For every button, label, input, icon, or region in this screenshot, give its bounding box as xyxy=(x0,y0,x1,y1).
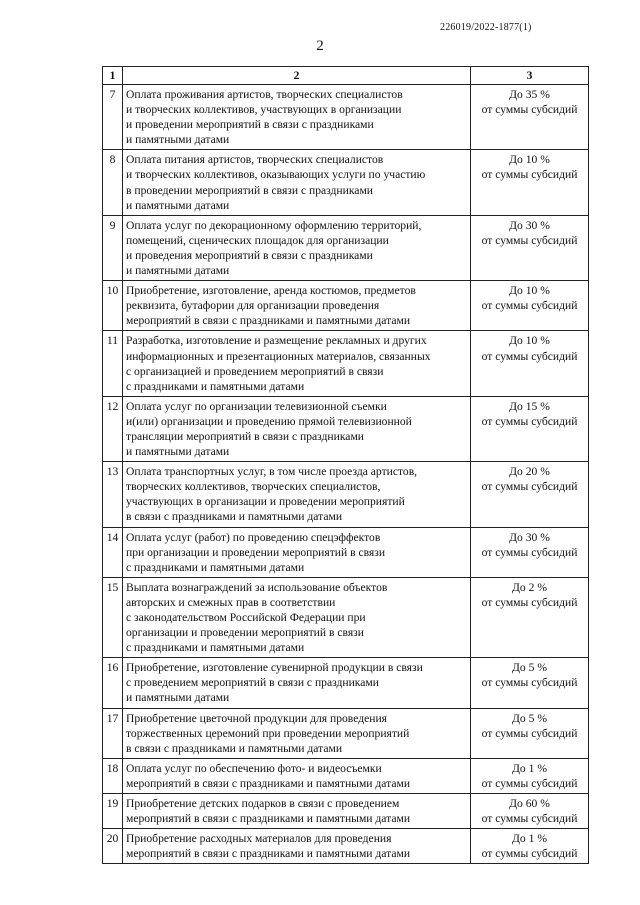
row-number: 19 xyxy=(103,794,123,829)
share-base: от суммы субсидий xyxy=(481,168,578,182)
share-base: от суммы субсидий xyxy=(481,726,578,740)
share-base: от суммы субсидий xyxy=(481,480,578,494)
share-limit: До 15 % xyxy=(509,399,550,413)
share-base: от суммы субсидий xyxy=(481,233,578,247)
share-base: от суммы субсидий xyxy=(481,545,578,559)
share-cell xyxy=(471,658,589,708)
share-cell xyxy=(471,281,589,331)
row-number: 12 xyxy=(103,396,123,461)
share-base: от суммы субсидий xyxy=(481,299,578,313)
table-row xyxy=(103,527,589,577)
table-row xyxy=(103,758,589,793)
expense-description: Оплата транспортных услуг, в том числе проезда артистов, творческих коллективов, творческих специалистов, участвующих в организации и проведении мероприятий в связи с праздниками и памятными датами xyxy=(123,462,471,527)
row-number: 15 xyxy=(103,577,123,657)
share-base: от суммы субсидий xyxy=(481,676,578,690)
row-number: 17 xyxy=(103,708,123,758)
expense-description: Оплата питания артистов, творческих специалистов и творческих коллективов, оказывающих услуги по участию в проведении мероприятий в связи с праздниками и памятными датами xyxy=(123,150,471,215)
share-limit: До 60 % xyxy=(509,797,550,811)
share-cell xyxy=(471,708,589,758)
share-cell xyxy=(471,758,589,793)
expense-table xyxy=(102,66,589,864)
share-cell xyxy=(471,577,589,657)
share-limit: До 10 % xyxy=(509,153,550,167)
share-cell xyxy=(471,794,589,829)
row-number: 8 xyxy=(103,150,123,215)
share-limit: До 5 % xyxy=(512,661,547,675)
table-row xyxy=(103,150,589,215)
expense-description: Выплата вознаграждений за использование объектов авторских и смежных прав в соответствии с законодательством Российской Федерации при организации и проведении мероприятий в связи с праздниками и памятными датами xyxy=(123,577,471,657)
expense-description: Оплата услуг по организации телевизионной съемки и(или) организации и проведению прямой телевизионной трансляции мероприятий в связи с праздниками и памятными датами xyxy=(123,396,471,461)
table-row xyxy=(103,829,589,864)
table-row xyxy=(103,281,589,331)
share-limit: До 2 % xyxy=(512,580,547,594)
share-cell xyxy=(471,215,589,280)
share-limit: До 10 % xyxy=(509,334,550,348)
share-base: от суммы субсидий xyxy=(481,812,578,826)
share-cell xyxy=(471,331,589,396)
share-cell xyxy=(471,150,589,215)
column-header-share: 3 xyxy=(471,67,589,85)
table-row xyxy=(103,658,589,708)
table-row xyxy=(103,577,589,657)
expense-description: Разработка, изготовление и размещение рекламных и других информационных и презентационных материалов, связанных с организацией и проведением мероприятий в связи с праздниками и памятными датами xyxy=(123,331,471,396)
share-limit: До 20 % xyxy=(509,465,550,479)
share-limit: До 5 % xyxy=(512,711,547,725)
table-row xyxy=(103,396,589,461)
table-row xyxy=(103,794,589,829)
expense-description: Оплата услуг (работ) по проведению спецэффектов при организации и проведении мероприятий в связи с праздниками и памятными датами xyxy=(123,527,471,577)
expense-description: Приобретение, изготовление, аренда костюмов, предметов реквизита, бутафории для организации проведения мероприятий в связи с праздниками и памятными датами xyxy=(123,281,471,331)
share-cell xyxy=(471,527,589,577)
share-base: от суммы субсидий xyxy=(481,776,578,790)
row-number: 7 xyxy=(103,85,123,150)
table-row xyxy=(103,462,589,527)
table-body xyxy=(103,85,589,864)
share-limit: До 1 % xyxy=(512,832,547,846)
table-row xyxy=(103,708,589,758)
share-limit: До 35 % xyxy=(509,88,550,101)
row-number: 20 xyxy=(103,829,123,864)
share-base: от суммы субсидий xyxy=(481,103,578,117)
row-number: 11 xyxy=(103,331,123,396)
column-header-description: 2 xyxy=(123,67,471,85)
row-number: 9 xyxy=(103,215,123,280)
share-base: от суммы субсидий xyxy=(481,414,578,428)
table-row xyxy=(103,85,589,150)
page-number: 2 xyxy=(316,38,324,54)
expense-description: Оплата услуг по обеспечению фото- и видеосъемки мероприятий в связи с праздниками и памятными датами xyxy=(123,758,471,793)
row-number: 10 xyxy=(103,281,123,331)
expense-description: Приобретение детских подарков в связи с проведением мероприятий в связи с праздниками и памятными датами xyxy=(123,794,471,829)
column-header-number: 1 xyxy=(103,67,123,85)
expense-description: Приобретение расходных материалов для проведения мероприятий в связи с праздниками и памятными датами xyxy=(123,829,471,864)
row-number: 14 xyxy=(103,527,123,577)
document-id: 226019/2022-1877(1) xyxy=(440,22,532,33)
share-cell xyxy=(471,462,589,527)
row-number: 16 xyxy=(103,658,123,708)
table-header-row xyxy=(103,67,589,85)
expense-description: Приобретение цветочной продукции для проведения торжественных церемоний при проведении мероприятий в связи с праздниками и памятными датами xyxy=(123,708,471,758)
share-base: от суммы субсидий xyxy=(481,349,578,363)
share-base: от суммы субсидий xyxy=(481,847,578,861)
share-limit: До 30 % xyxy=(509,530,550,544)
share-limit: До 1 % xyxy=(512,761,547,775)
expense-description: Оплата проживания артистов, творческих специалистов и творческих коллективов, участвующих в организации и проведении мероприятий в связи с праздниками и памятными датами xyxy=(123,85,471,150)
expense-description: Оплата услуг по декорационному оформлению территорий, помещений, сценических площадок для организации и проведения мероприятий в связи с праздниками и памятными датами xyxy=(123,215,471,280)
expense-description: Приобретение, изготовление сувенирной продукции в связи с проведением мероприятий в связи с праздниками и памятными датами xyxy=(123,658,471,708)
share-cell xyxy=(471,396,589,461)
share-base: от суммы субсидий xyxy=(481,595,578,609)
table-row xyxy=(103,215,589,280)
row-number: 13 xyxy=(103,462,123,527)
table-row xyxy=(103,331,589,396)
share-limit: До 30 % xyxy=(509,218,550,232)
share-limit: До 10 % xyxy=(509,284,550,298)
share-cell xyxy=(471,85,589,150)
row-number: 18 xyxy=(103,758,123,793)
share-cell xyxy=(471,829,589,864)
